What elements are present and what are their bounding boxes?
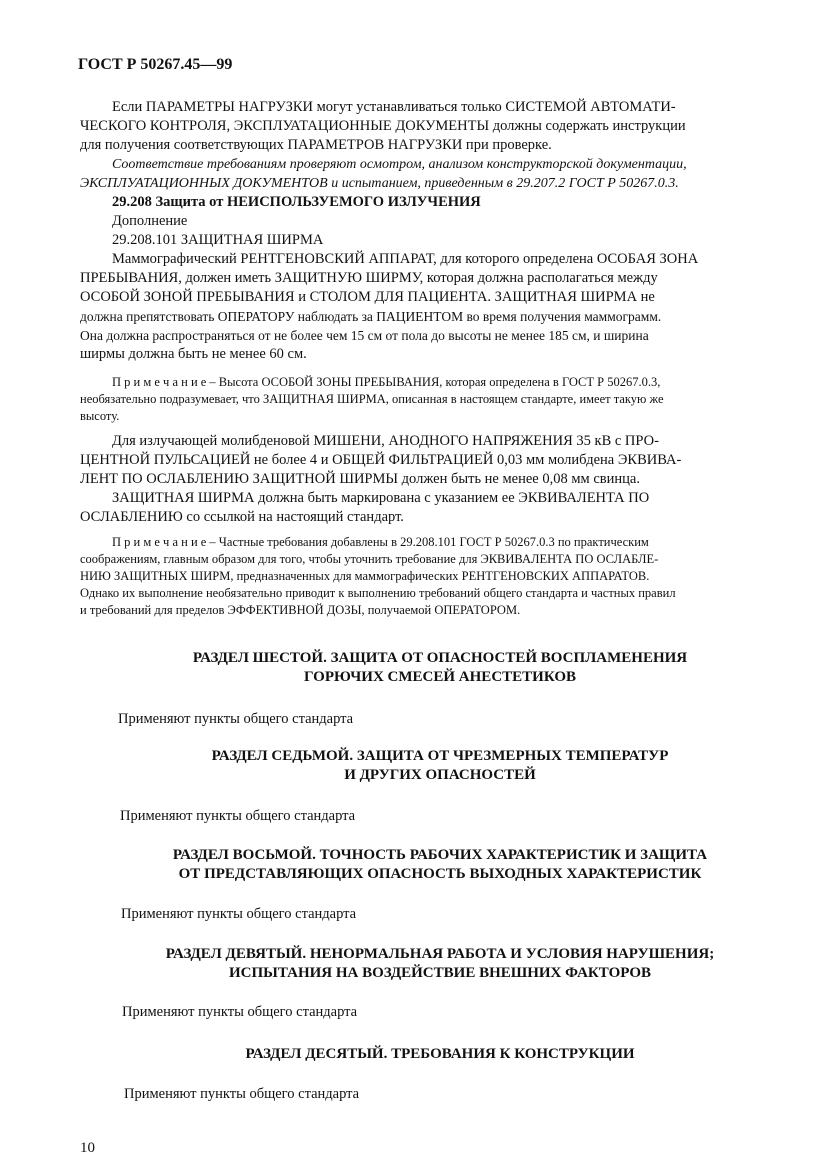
compliance-check-line: Соответствие требованиям проверяют осмотром, анализом конструкторской документации, [112, 157, 687, 172]
section-title: РАЗДЕЛ ШЕСТОЙ. ЗАЩИТА ОТ ОПАСНОСТЕЙ ВОСПЛАМЕНЕНИЯ [192, 650, 688, 666]
paragraph-line: ЛЕНТ ПО ОСЛАБЛЕНИЮ ЗАЩИТНОЙ ШИРМЫ должен быть не менее 0,08 мм свинца. [80, 471, 640, 487]
note-line: П р и м е ч а н и е – Частные требования добавлены в 29.208.101 ГОСТ Р 50267.0.3 по практическим [112, 535, 649, 549]
clause-heading: 29.208 Защита от НЕИСПОЛЬЗУЕМОГО ИЗЛУЧЕНИЯ [112, 194, 481, 210]
compliance-check-line: ЭКСПЛУАТАЦИОННЫХ ДОКУМЕНТОВ и испытанием, приведенным в 29.207.2 ГОСТ Р 50267.0.3. [80, 176, 679, 191]
section-text: Применяют пункты общего стандарта [124, 1086, 360, 1102]
paragraph-line: Она должна распространяться от не более чем 15 см от пола до высоты не менее 185 см, и ширина [80, 328, 649, 343]
paragraph-line: должна препятствовать ОПЕРАТОРУ наблюдать за ПАЦИЕНТОМ во время получения маммограмм. [80, 309, 662, 324]
section-title: ИСПЫТАНИЯ НА ВОЗДЕЙСТВИЕ ВНЕШНИХ ФАКТОРОВ [228, 965, 652, 981]
note-line: соображениям, главным образом для того, чтобы уточнить требование для ЭКВИВАЛЕНТА ПО ОСЛАБЛЕ- [80, 552, 659, 566]
section-text: Применяют пункты общего стандарта [122, 1004, 358, 1020]
paragraph-line: для получения соответствующих ПАРАМЕТРОВ НАГРУЗКИ при проверке. [80, 137, 552, 153]
note-line: НИЮ ЗАЩИТНЫХ ШИРМ, предназначенных для маммографических РЕНТГЕНОВСКИХ АППАРАТОВ. [80, 569, 650, 583]
section-title: РАЗДЕЛ ВОСЬМОЙ. ТОЧНОСТЬ РАБОЧИХ ХАРАКТЕРИСТИК И ЗАЩИТА [172, 847, 708, 863]
paragraph-line: ширмы должна быть не менее 60 см. [80, 346, 307, 362]
section-title: РАЗДЕЛ ДЕВЯТЫЙ. НЕНОРМАЛЬНАЯ РАБОТА И УСЛОВИЯ НАРУШЕНИЯ; [165, 946, 715, 962]
section-title: ГОРЮЧИХ СМЕСЕЙ АНЕСТЕТИКОВ [303, 669, 577, 685]
paragraph-line: ОСЛАБЛЕНИЮ со ссылкой на настоящий стандарт. [80, 509, 404, 525]
paragraph-line: Если ПАРАМЕТРЫ НАГРУЗКИ могут устанавливаться только СИСТЕМОЙ АВТОМАТИ- [112, 99, 676, 115]
addition-label: Дополнение [112, 213, 188, 229]
section-title: ОТ ПРЕДСТАВЛЯЮЩИХ ОПАСНОСТЬ ВЫХОДНЫХ ХАРАКТЕРИСТИК [178, 866, 702, 882]
section-title: И ДРУГИХ ОПАСНОСТЕЙ [344, 767, 536, 783]
document-header: ГОСТ Р 50267.45—99 [78, 56, 233, 73]
note-line: высоту. [80, 409, 120, 423]
section-text: Применяют пункты общего стандарта [118, 711, 354, 727]
note-line: необязательно подразумевает, что ЗАЩИТНАЯ ШИРМА, описанная в настоящем стандарте, имеет такую же [80, 392, 664, 406]
section-title: РАЗДЕЛ СЕДЬМОЙ. ЗАЩИТА ОТ ЧРЕЗМЕРНЫХ ТЕМПЕРАТУР [211, 748, 669, 764]
paragraph-line: ОСОБОЙ ЗОНОЙ ПРЕБЫВАНИЯ и СТОЛОМ ДЛЯ ПАЦИЕНТА. ЗАЩИТНАЯ ШИРМА не [80, 289, 655, 305]
subclause-heading: 29.208.101 ЗАЩИТНАЯ ШИРМА [112, 232, 324, 248]
section-title: РАЗДЕЛ ДЕСЯТЫЙ. ТРЕБОВАНИЯ К КОНСТРУКЦИИ [245, 1046, 635, 1062]
section-text: Применяют пункты общего стандарта [120, 808, 356, 824]
note-line: Однако их выполнение необязательно приводит к выполнению требований общего стандарта и частных правил [80, 586, 676, 600]
paragraph-line: ЦЕНТНОЙ ПУЛЬСАЦИЕЙ не более 4 и ОБЩЕЙ ФИЛЬТРАЦИЕЙ 0,03 мм молибдена ЭКВИВА- [80, 452, 682, 468]
note-line: и требований для пределов ЭФФЕКТИВНОЙ ДОЗЫ, получаемой ОПЕРАТОРОМ. [80, 603, 521, 617]
note-line: П р и м е ч а н и е – Высота ОСОБОЙ ЗОНЫ ПРЕБЫВАНИЯ, которая определена в ГОСТ Р 50267.0.3, [112, 375, 661, 389]
paragraph-line: ПРЕБЫВАНИЯ, должен иметь ЗАЩИТНУЮ ШИРМУ, которая должна располагаться между [80, 270, 658, 286]
paragraph-line: ЗАЩИТНАЯ ШИРМА должна быть маркирована с указанием ее ЭКВИВАЛЕНТА ПО [112, 490, 650, 506]
page-number: 10 [80, 1140, 95, 1156]
paragraph-line: ЧЕСКОГО КОНТРОЛЯ, ЭКСПЛУАТАЦИОННЫЕ ДОКУМЕНТЫ должны содержать инструкции [80, 118, 686, 134]
paragraph-line: Маммографический РЕНТГЕНОВСКИЙ АППАРАТ, для которого определена ОСОБАЯ ЗОНА [112, 251, 699, 267]
section-text: Применяют пункты общего стандарта [121, 906, 357, 922]
paragraph-line: Для излучающей молибденовой МИШЕНИ, АНОДНОГО НАПРЯЖЕНИЯ 35 кВ с ПРО- [112, 433, 659, 449]
